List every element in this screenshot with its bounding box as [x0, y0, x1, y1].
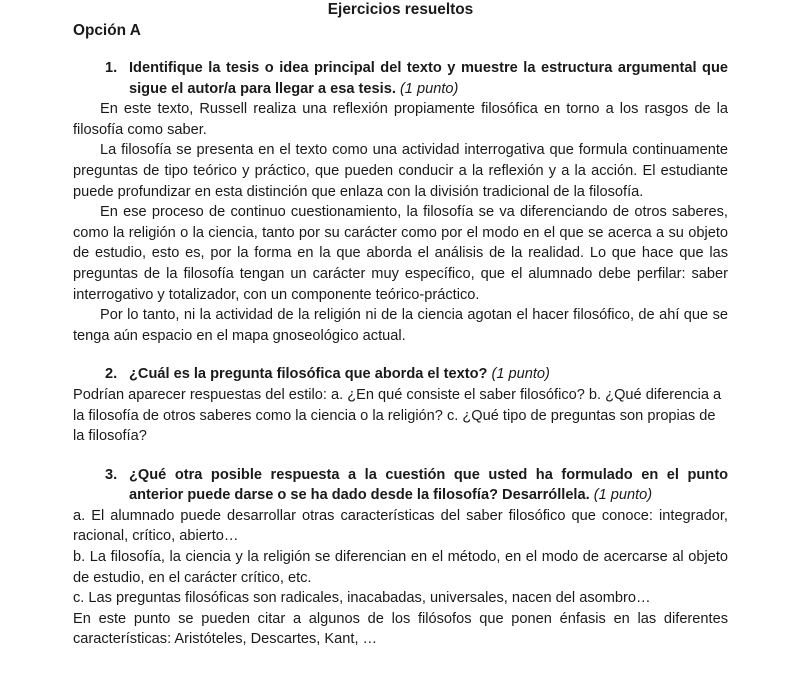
question-3-number: 3.: [105, 466, 118, 483]
question-3-text: ¿Qué otra posible respuesta a la cuestión que usted ha formulado en el punto anterior puede darse o se ha dado desde la filosofía? Desarróllela.: [129, 466, 728, 504]
question-3: [73, 465, 728, 506]
answer-1-paragraph-4: Por lo tanto, ni la actividad de la religión ni de la ciencia agotan el hacer filosófico, de ahí que se tenga aún espacio en el mapa gnoseológico actual.: [73, 307, 728, 344]
question-3-points: (1 punto): [593, 487, 653, 504]
question-1-text: Identifique la tesis o idea principal del texto y muestre la estructura argumental que sigue el autor/a para llegar a esa tesis.: [129, 60, 728, 97]
answer-3-item-b: b. La filosofía, la ciencia y la religión se diferencian en el método, en el modo de acercarse al objeto de estudio, en el carácter crítico, etc.: [73, 549, 728, 586]
answer-3-item-a: a. El alumnado puede desarrollar otras características del saber filosófico que conoce: integrador, racional, crítico, abierto…: [73, 507, 728, 545]
question-2-number: 2.: [105, 366, 118, 383]
question-1: [73, 58, 728, 99]
answer-3-closing: En este punto se pueden citar a algunos de los filósofos que ponen énfasis en las diferentes características: Aristóteles, Descartes, Kant, …: [73, 610, 728, 648]
answer-2-text: Podrían aparecer respuestas del estilo: a. ¿En qué consiste el saber filosófico? b. ¿Qué diferencia a la filosofía de otros saberes como la ciencia o la religión? c. ¿Qué tipo de preguntas son propias de la filosofía?: [73, 386, 722, 445]
option-heading: Opción A: [73, 22, 141, 39]
page-title: Ejercicios resueltos: [327, 1, 474, 18]
question-2: [73, 364, 728, 385]
document-page: [73, 0, 728, 650]
question-1-number: 1.: [105, 60, 118, 76]
answer-1-paragraph-1: En este texto, Russell realiza una reflexión propiamente filosófica en torno a los rasgos de la filosofía como saber.: [73, 101, 728, 138]
question-2-text: ¿Cuál es la pregunta filosófica que aborda el texto?: [129, 366, 488, 383]
answer-1-paragraph-3: En ese proceso de continuo cuestionamiento, la filosofía se va diferenciando de otros saberes, como la religión o la ciencia, tanto por su carácter como por el modo en el que se acerca a su objeto de estudio, esto es, por la forma en la que aborda el análisis de la realidad. Lo que hace que las preguntas de la filosofía tengan un carácter muy específico, que el alumnado debe perfilar: saber interrogativo y totalizador, con un componente teórico-práctico.: [73, 204, 728, 303]
question-1-points: (1 punto): [399, 80, 459, 97]
answer-3-item-c: c. Las preguntas filosóficas son radicales, inacabadas, universales, nacen del asombro…: [73, 590, 651, 607]
answer-1-paragraph-2: La filosofía se presenta en el texto como una actividad interrogativa que formula continuamente preguntas de tipo teórico y práctico, que pueden conducir a la reflexión y a la acción. El estudiante puede profundizar en esta distinción que enlaza con la división tradicional de la filosofía.: [73, 142, 728, 200]
question-2-points: (1 punto): [491, 366, 550, 383]
